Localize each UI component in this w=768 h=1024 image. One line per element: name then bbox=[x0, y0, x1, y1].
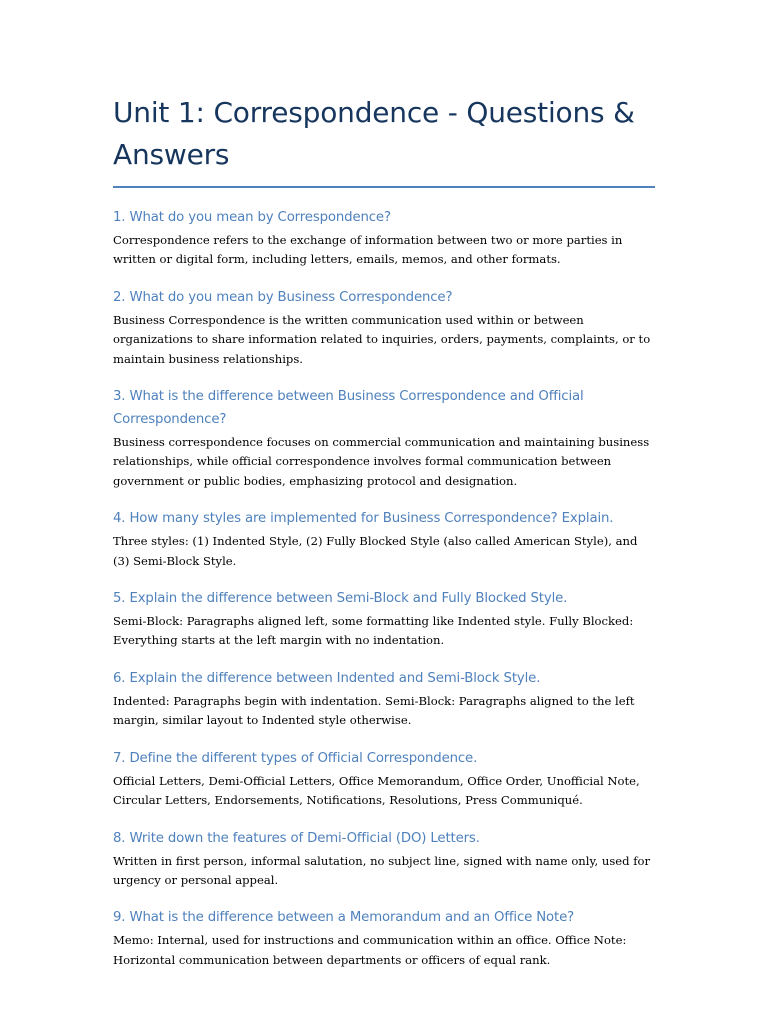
qa-item-9 bbox=[113, 906, 655, 970]
answer-text: Business Correspondence is the written communication used within or between organizations to share information related to inquiries, orders, payments, complaints, or to maintain business relationships. bbox=[113, 312, 651, 366]
question-heading: 6. Explain the difference between Indented and Semi-Block Style. bbox=[113, 670, 541, 686]
qa-item-1 bbox=[113, 206, 655, 270]
qa-item-3 bbox=[113, 385, 655, 491]
answer-text: Semi-Block: Paragraphs aligned left, some formatting like Indented style. Fully Blocked: Everything starts at the left margin with no indentation. bbox=[113, 614, 634, 648]
answer-text: Three styles: (1) Indented Style, (2) Fully Blocked Style (also called American Style), and (3) Semi-Block Style. bbox=[113, 534, 638, 568]
question-heading: 1. What do you mean by Correspondence? bbox=[113, 210, 391, 225]
answer-text: Indented: Paragraphs begin with indentation. Semi-Block: Paragraphs aligned to the left margin, similar layout to Indented style otherwise. bbox=[113, 693, 635, 728]
question-heading: 3. What is the difference between Business Correspondence and Official Correspondence? bbox=[113, 389, 584, 428]
qa-item-5 bbox=[113, 587, 655, 651]
question-heading: 4. How many styles are implemented for Business Correspondence? Explain. bbox=[113, 511, 614, 527]
question-heading: 8. Write down the features of Demi-Official (DO) Letters. bbox=[113, 830, 480, 846]
qa-item-8 bbox=[113, 827, 655, 891]
page-title: Unit 1: Correspondence - Questions & Answers bbox=[113, 96, 635, 171]
qa-item-2 bbox=[113, 286, 655, 369]
document-page bbox=[113, 92, 655, 986]
question-heading: 7. Define the different types of Official Correspondence. bbox=[113, 750, 478, 766]
title-underline bbox=[113, 186, 655, 188]
answer-text: Business correspondence focuses on commercial communication and maintaining business relationships, while official correspondence involves formal communication between government or public bodies, emphasizing protocol and designation. bbox=[113, 435, 650, 488]
qa-item-4 bbox=[113, 507, 655, 571]
question-heading: 9. What is the difference between a Memorandum and an Office Note? bbox=[113, 910, 575, 926]
answer-text: Correspondence refers to the exchange of information between two or more parties in written or digital form, including letters, emails, memos, and other formats. bbox=[113, 233, 623, 267]
answer-text: Official Letters, Demi-Official Letters, Office Memorandum, Office Order, Unofficial Note, Circular Letters, Endorsements, Notifications, Resolutions, Press Communiqué. bbox=[113, 773, 640, 808]
question-heading: 5. Explain the difference between Semi-Block and Fully Blocked Style. bbox=[113, 591, 568, 607]
question-heading: 2. What do you mean by Business Correspondence? bbox=[113, 289, 453, 305]
qa-item-6 bbox=[113, 667, 655, 731]
answer-text: Memo: Internal, used for instructions and communication within an office. Office Note: Horizontal communication between departments or officers of equal rank. bbox=[113, 933, 627, 967]
qa-item-7 bbox=[113, 747, 655, 811]
answer-text: Written in first person, informal salutation, no subject line, signed with name only, used for urgency or personal appeal. bbox=[113, 853, 651, 887]
